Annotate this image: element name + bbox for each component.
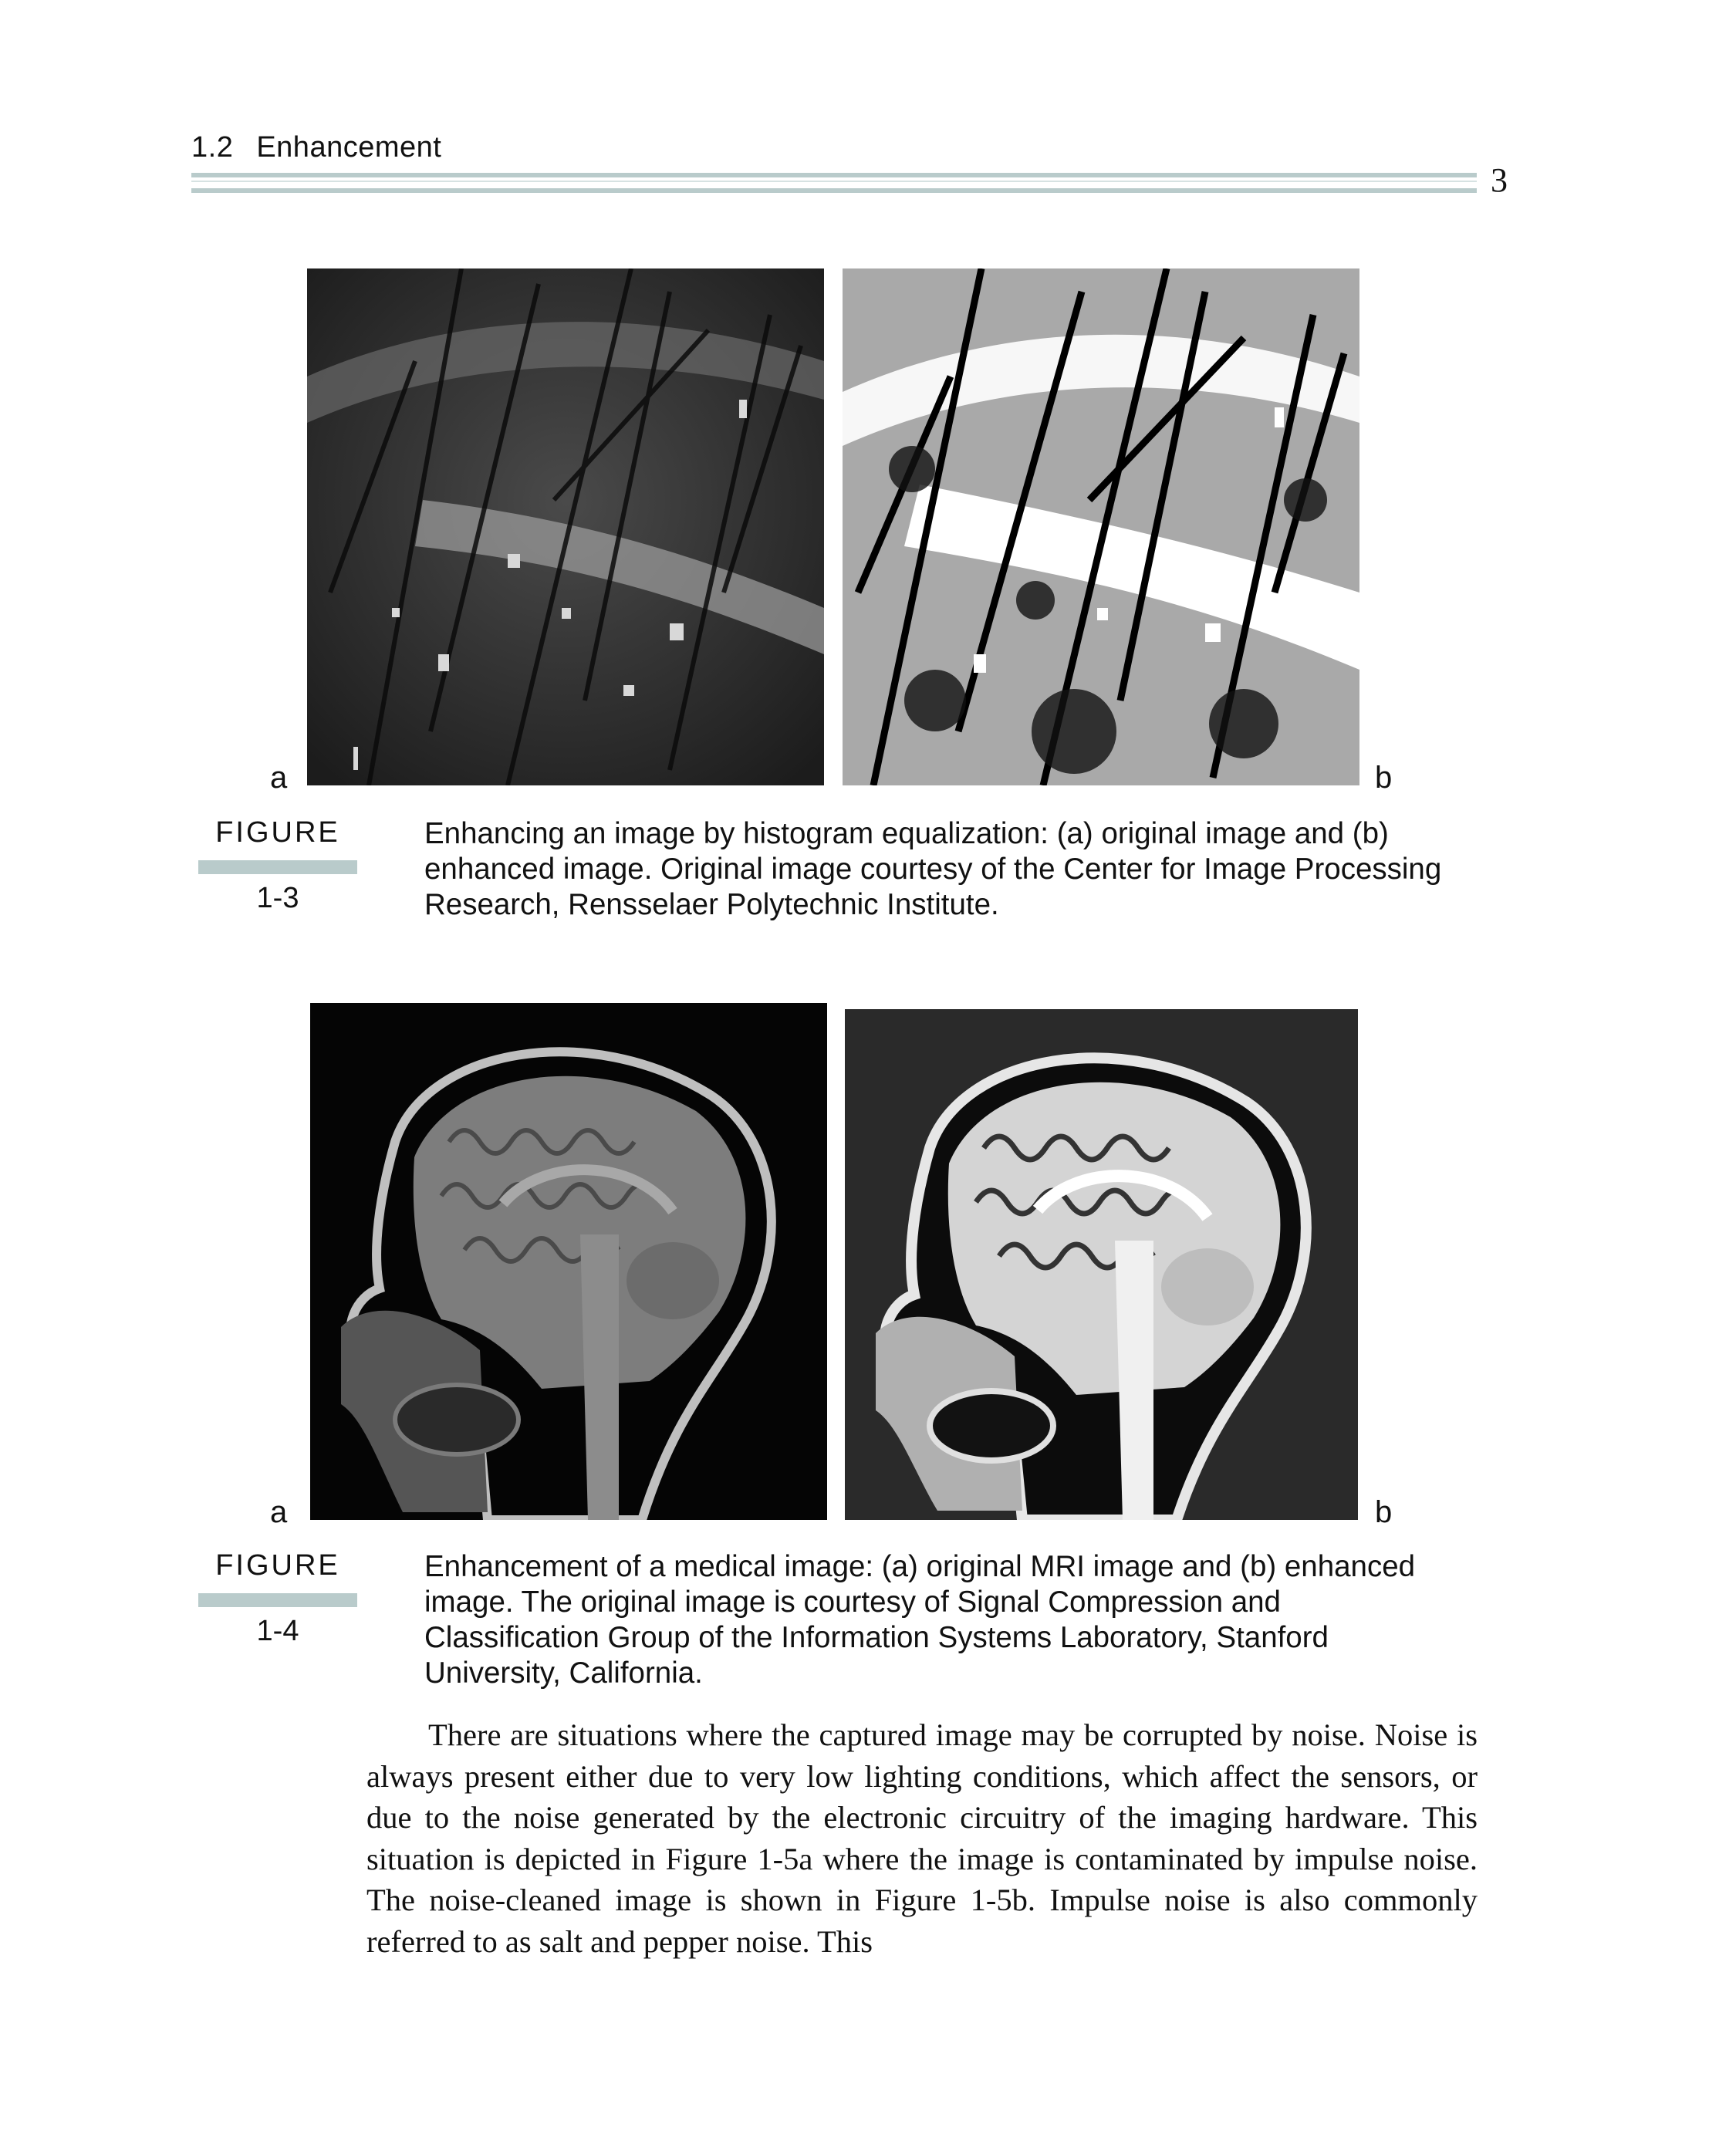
figure-1-4-label bbox=[204, 1549, 351, 1648]
body-text bbox=[366, 1714, 1478, 1962]
figure-1-4-panel-a-image bbox=[310, 1003, 827, 1520]
figure-1-3-label bbox=[204, 816, 351, 915]
figure-1-4-label-bar bbox=[198, 1593, 357, 1607]
figure-1-3-panel-a-image bbox=[307, 268, 824, 785]
figure-1-3-label-word: FIGURE bbox=[215, 816, 340, 849]
body-paragraph: There are situations where the captured image may be corrupted by noise. Noise is always present either due to very low lighting conditions, which affect the sensors, or due to the noise generated by the electronic circuitry of the imaging hardware. This situation is depicted in Figure 1-5a where the image is contaminated by impulse noise. The noise-cleaned image is shown in Figure 1-5b. Impulse noise is also commonly referred to as salt and pepper noise. This bbox=[366, 1717, 1478, 1959]
running-head bbox=[191, 131, 441, 164]
figure-1-3-panel-b-image bbox=[843, 268, 1359, 785]
figure-1-4-label-id: 1-4 bbox=[256, 1615, 299, 1647]
figure-1-3-label-bar bbox=[198, 860, 357, 874]
header-rule bbox=[191, 173, 1477, 193]
figure-1-4-label-word: FIGURE bbox=[215, 1549, 340, 1582]
section-number: 1.2 bbox=[191, 131, 234, 164]
figure-1-3-panel-b-letter: b bbox=[1375, 761, 1393, 795]
figure-1-3-panel-a-letter: a bbox=[270, 761, 288, 795]
section-title: Enhancement bbox=[256, 131, 442, 164]
figure-1-3-label-id: 1-3 bbox=[256, 882, 299, 914]
page-number: 3 bbox=[1491, 161, 1508, 199]
figure-1-3-caption: Enhancing an image by histogram equalization: (a) original image and (b) enhanced image. Original image courtesy of the Center for Image Processing Research, Rensselaer Polytechnic Institute. bbox=[424, 817, 1442, 921]
figure-1-4-panel-a-letter: a bbox=[270, 1495, 288, 1529]
figure-1-4-panel-b-image bbox=[845, 1009, 1358, 1520]
figure-1-4-panel-b-letter: b bbox=[1375, 1495, 1393, 1529]
figure-1-4-caption: Enhancement of a medical image: (a) original MRI image and (b) enhanced image. The original image is courtesy of Signal Compression and Classification Group of the Information Systems Laboratory, Stanford University, California. bbox=[424, 1550, 1416, 1690]
